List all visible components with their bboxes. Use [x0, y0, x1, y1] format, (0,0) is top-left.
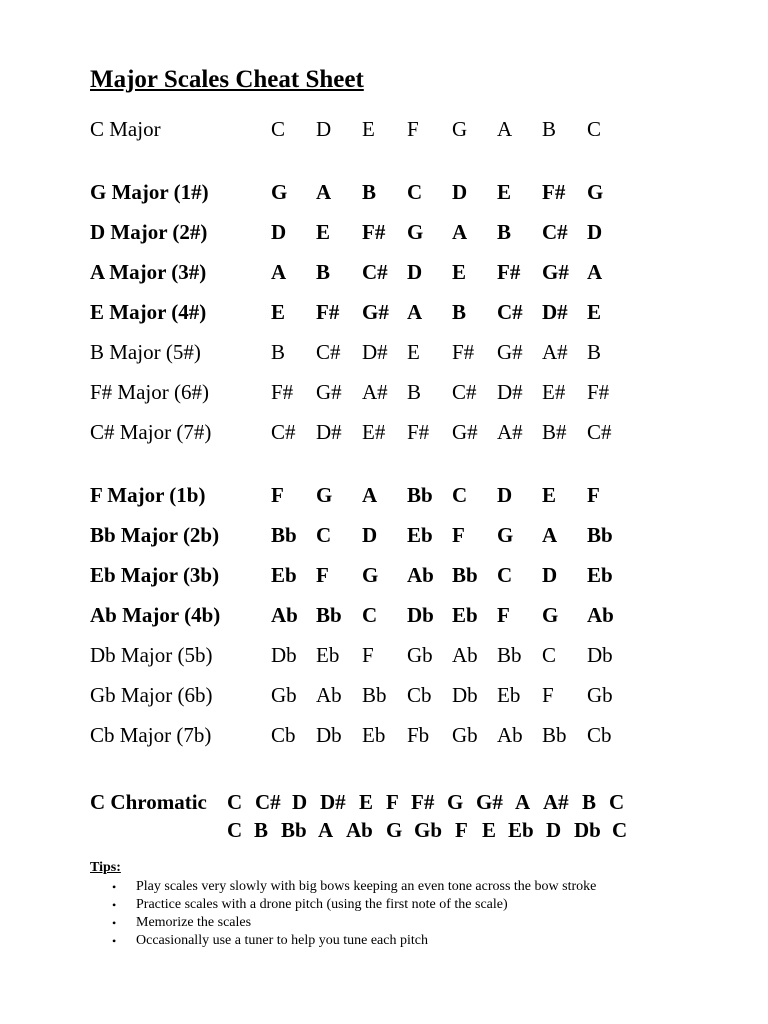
scale-note: B	[497, 220, 512, 244]
scale-note: F	[497, 603, 510, 627]
chromatic-note: C	[227, 790, 243, 814]
scale-name: D Major (2#)	[90, 220, 208, 244]
scale-note: B	[362, 180, 377, 204]
scale-note: Cb	[271, 723, 296, 747]
scale-note: D	[497, 483, 513, 507]
scale-note: F#	[542, 180, 566, 204]
scale-note: F#	[407, 420, 430, 444]
scale-note: Cb	[587, 723, 612, 747]
scale-note: E	[271, 300, 286, 324]
scale-note: F	[452, 523, 465, 547]
chromatic-descending-row	[0, 818, 768, 846]
scale-note: Db	[316, 723, 342, 747]
scale-note: E	[497, 180, 512, 204]
scale-note: A	[452, 220, 468, 244]
scale-note: E	[452, 260, 467, 284]
scale-note: A#	[362, 380, 388, 404]
scale-note: Ab	[452, 643, 478, 667]
scale-note: A	[587, 260, 603, 284]
scale-note: Ab	[587, 603, 614, 627]
scale-name: F# Major (6#)	[90, 380, 209, 404]
scale-note: A	[316, 180, 332, 204]
chromatic-note: A	[515, 790, 531, 814]
scale-note: A	[271, 260, 287, 284]
chromatic-note: E	[359, 790, 374, 814]
scale-note: F#	[271, 380, 294, 404]
scale-note: B	[542, 117, 557, 141]
scale-row	[0, 260, 768, 288]
chromatic-label: C Chromatic	[90, 790, 207, 814]
scale-note: A#	[497, 420, 523, 444]
scale-note: E	[316, 220, 331, 244]
chromatic-ascending-row	[0, 790, 768, 818]
tip-item	[90, 896, 596, 914]
chromatic-note: G#	[476, 790, 503, 814]
scale-note: D#	[497, 380, 523, 404]
chromatic-note: Db	[574, 818, 601, 842]
scale-note: Bb	[362, 683, 387, 707]
scale-name: Db Major (5b)	[90, 643, 213, 667]
scale-name: E Major (4#)	[90, 300, 207, 324]
scale-note: D	[542, 563, 558, 587]
scale-note: D#	[542, 300, 568, 324]
scale-note: F#	[587, 380, 610, 404]
scale-note: Ab	[407, 563, 434, 587]
scale-note: D	[587, 220, 603, 244]
scale-note: G	[452, 117, 468, 141]
scale-note: F	[587, 483, 600, 507]
bullet-icon: •	[112, 916, 117, 930]
chromatic-note: D#	[320, 790, 346, 814]
tips-list	[90, 878, 596, 950]
scale-note: E	[407, 340, 420, 364]
scale-note: G#	[316, 380, 342, 404]
scale-note: D#	[362, 340, 388, 364]
scale-name: C# Major (7#)	[90, 420, 212, 444]
scale-note: Ab	[497, 723, 523, 747]
scale-note: B#	[542, 420, 567, 444]
chromatic-note: B	[582, 790, 597, 814]
scale-note: A	[407, 300, 423, 324]
scale-row	[0, 180, 768, 208]
scale-note: B	[407, 380, 422, 404]
scale-note: D	[271, 220, 287, 244]
scale-name: A Major (3#)	[90, 260, 207, 284]
chromatic-note: Eb	[508, 818, 534, 842]
chromatic-note: F#	[411, 790, 435, 814]
scale-note: G#	[452, 420, 478, 444]
scale-note: G#	[497, 340, 523, 364]
scale-name: C Major	[90, 117, 161, 141]
scale-note: C	[542, 643, 557, 667]
scale-note: Db	[407, 603, 434, 627]
scale-note: A	[542, 523, 558, 547]
scale-row	[0, 643, 768, 671]
chromatic-note: D	[292, 790, 308, 814]
bullet-icon: •	[112, 898, 117, 912]
scale-note: C#	[271, 420, 296, 444]
scale-row	[0, 420, 768, 448]
scale-note: C#	[542, 220, 568, 244]
scale-name: Eb Major (3b)	[90, 563, 220, 587]
scale-note: Bb	[316, 603, 342, 627]
scale-note: B	[316, 260, 331, 284]
scale-row	[0, 380, 768, 408]
scale-note: D	[362, 523, 378, 547]
scale-name: Bb Major (2b)	[90, 523, 220, 547]
scale-note: B	[271, 340, 286, 364]
scale-note: Fb	[407, 723, 430, 747]
scale-name: Cb Major (7b)	[90, 723, 212, 747]
scale-note: C	[407, 180, 423, 204]
scale-note: F	[362, 643, 374, 667]
scale-note: G	[316, 483, 333, 507]
tip-text: Memorize the scales	[136, 915, 252, 930]
scale-row	[0, 523, 768, 551]
scale-note: Bb	[497, 643, 522, 667]
scale-note: E	[587, 300, 602, 324]
chromatic-note: C	[612, 818, 628, 842]
chromatic-note: Gb	[414, 818, 443, 842]
scale-note: G	[271, 180, 288, 204]
chromatic-note: F	[455, 818, 468, 842]
scale-row	[0, 603, 768, 631]
tips-heading: Tips:	[90, 860, 121, 875]
scale-note: F#	[316, 300, 340, 324]
scale-note: Bb	[587, 523, 613, 547]
scale-note: C#	[316, 340, 341, 364]
scale-note: C#	[587, 420, 612, 444]
scale-note: F	[316, 563, 329, 587]
scale-note: C#	[452, 380, 477, 404]
scale-note: A	[497, 117, 513, 141]
scale-note: C	[271, 117, 286, 141]
scale-row	[0, 340, 768, 368]
scale-note: Eb	[362, 723, 386, 747]
scale-note: Cb	[407, 683, 432, 707]
chromatic-note: B	[254, 818, 269, 842]
bullet-icon: •	[112, 880, 117, 894]
scale-note: E#	[542, 380, 566, 404]
scale-row	[0, 300, 768, 328]
scale-note: Bb	[271, 523, 297, 547]
scale-note: E	[362, 117, 375, 141]
scale-note: A#	[542, 340, 568, 364]
scale-row	[0, 220, 768, 248]
chromatic-note: D	[546, 818, 562, 842]
scale-note: C	[316, 523, 332, 547]
scale-note: Eb	[452, 603, 478, 627]
scale-note: A	[362, 483, 378, 507]
scale-name: Ab Major (4b)	[90, 603, 221, 627]
tip-text: Play scales very slowly with big bows keeping an even tone across the bow stroke	[136, 879, 597, 894]
scale-note: C	[587, 117, 602, 141]
scale-row	[0, 683, 768, 711]
scale-note: G#	[362, 300, 389, 324]
scale-note: C	[452, 483, 468, 507]
scale-note: Db	[587, 643, 613, 667]
scale-note: Gb	[452, 723, 478, 747]
scale-note: Db	[271, 643, 297, 667]
scale-note: F#	[497, 260, 521, 284]
chromatic-note: G	[447, 790, 464, 814]
scale-name: B Major (5#)	[90, 340, 201, 364]
scale-note: Eb	[497, 683, 521, 707]
scale-note: G	[587, 180, 604, 204]
chromatic-note: A	[318, 818, 334, 842]
tip-item	[90, 932, 596, 950]
page-title: Major Scales Cheat Sheet	[90, 66, 364, 93]
scale-note: Gb	[271, 683, 297, 707]
scale-note: Ab	[271, 603, 298, 627]
scale-note: C#	[362, 260, 388, 284]
scale-note: D#	[316, 420, 342, 444]
scale-note: F	[542, 683, 554, 707]
chromatic-note: Bb	[281, 818, 307, 842]
scale-note: Gb	[587, 683, 613, 707]
scale-note: D	[452, 180, 468, 204]
scale-note: G	[542, 603, 559, 627]
chromatic-note: E	[482, 818, 497, 842]
scale-note: Ab	[316, 683, 342, 707]
scale-row	[0, 483, 768, 511]
scale-note: G#	[542, 260, 569, 284]
scale-name: Gb Major (6b)	[90, 683, 213, 707]
chromatic-note: Ab	[346, 818, 373, 842]
scale-note: Gb	[407, 643, 433, 667]
scale-note: Eb	[271, 563, 297, 587]
bullet-icon: •	[112, 934, 117, 948]
scale-note: Bb	[407, 483, 433, 507]
chromatic-note: C	[609, 790, 625, 814]
scale-note: D	[316, 117, 332, 141]
scale-row	[0, 563, 768, 591]
scale-note: B	[452, 300, 467, 324]
chromatic-note: G	[386, 818, 403, 842]
scale-note: Bb	[542, 723, 567, 747]
tip-item	[90, 878, 596, 896]
scale-name: G Major (1#)	[90, 180, 209, 204]
scale-note: F#	[362, 220, 386, 244]
scale-note: D	[407, 260, 423, 284]
scale-note: G	[497, 523, 514, 547]
tip-text: Occasionally use a tuner to help you tune each pitch	[136, 933, 428, 948]
scale-note: G	[362, 563, 379, 587]
tip-text: Practice scales with a drone pitch (using the first note of the scale)	[136, 897, 508, 912]
scale-note: Bb	[452, 563, 478, 587]
tip-item	[90, 914, 596, 932]
chromatic-note: C	[227, 818, 243, 842]
scale-note: C	[362, 603, 378, 627]
scale-note: F	[271, 483, 284, 507]
scale-row	[0, 723, 768, 751]
scale-note: Db	[452, 683, 478, 707]
chromatic-note: A#	[543, 790, 569, 814]
chromatic-note: F	[386, 790, 399, 814]
chromatic-note: C#	[255, 790, 281, 814]
scale-note: C	[497, 563, 513, 587]
scale-note: F	[407, 117, 419, 141]
scale-name: F Major (1b)	[90, 483, 206, 507]
scale-row	[0, 117, 768, 145]
scale-note: E#	[362, 420, 386, 444]
scale-note: Eb	[587, 563, 613, 587]
scale-note: C#	[497, 300, 523, 324]
scale-note: E	[542, 483, 557, 507]
scale-note: Eb	[316, 643, 340, 667]
scale-note: F#	[452, 340, 475, 364]
scale-note: Eb	[407, 523, 433, 547]
scale-note: G	[407, 220, 424, 244]
scale-note: B	[587, 340, 602, 364]
